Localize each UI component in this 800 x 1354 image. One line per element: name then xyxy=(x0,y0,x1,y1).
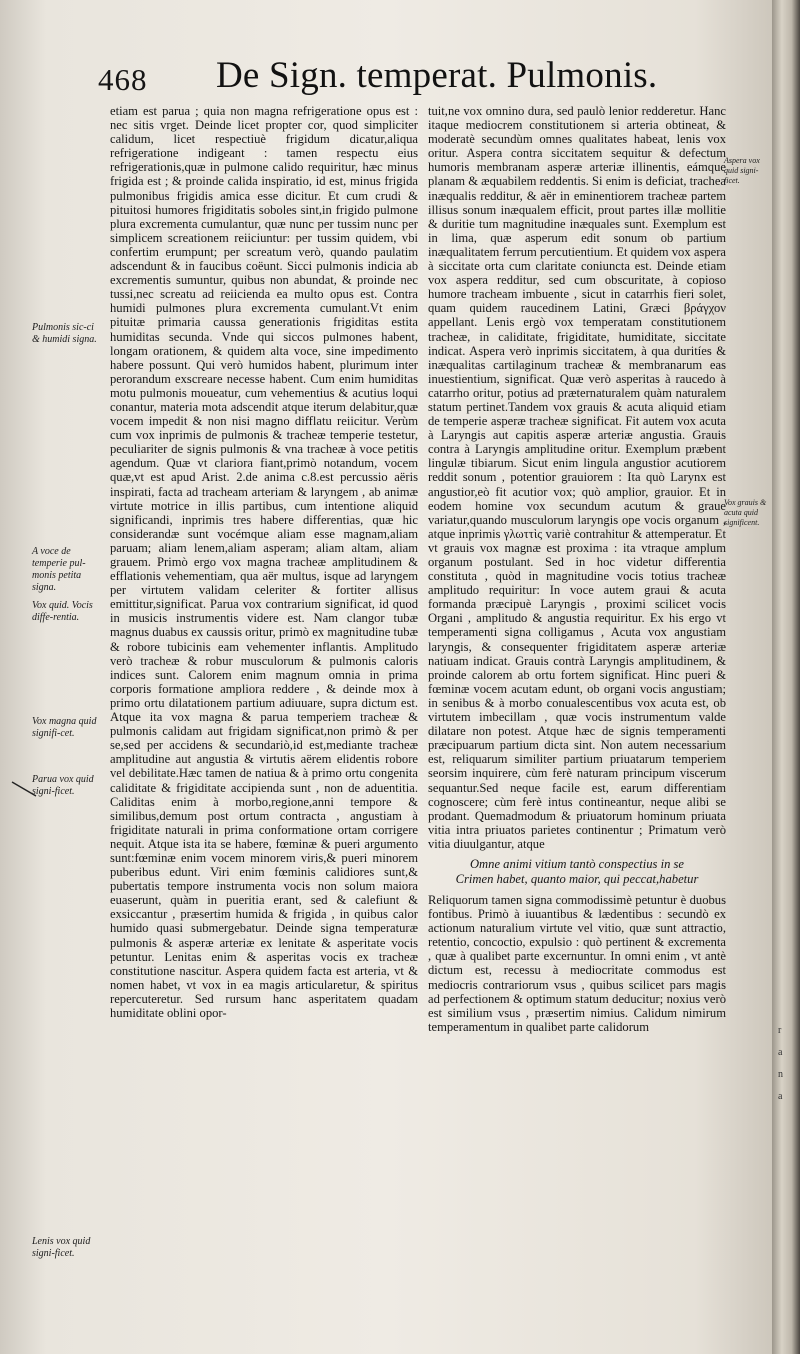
margin-note: Pulmonis sic-ci & humidi signa. xyxy=(32,322,97,345)
right-text-column xyxy=(428,104,726,1034)
running-title: De Sign. temperat. Pulmonis. xyxy=(216,55,658,96)
quoted-verse xyxy=(428,857,726,887)
page-header xyxy=(0,52,772,102)
margin-note: Vox magna quid signifi-cet. xyxy=(32,716,97,739)
body-paragraph: Reliquorum tamen signa commodissimè petuntur è duobus fontibus. Primò à iuuantibus & lædentibus : secundò ex actionum naturalium virtute vel vitio, quæ sunt attractio, retentio, concoctio, expulsio : quò pertinent & excrementa , quæ à qualibet parte excernuntur. In omni enim , vt antè dictum est, recessu à mediocritate commodus est mediocris contrariorum vsus , quibus scilicet pars magis ad perfectionem & optimum statum deducitur; noxius verò est similium vsus , præsertim nimius. Calidum nimirum temperamentum in qualibet parte calidorum xyxy=(428,892,726,1034)
margin-note: Parua vox quid signi-ficet. xyxy=(32,774,94,797)
next-page-edge xyxy=(772,0,800,1354)
margin-note: A voce de temperie pul-monis petita signa. xyxy=(32,546,86,593)
edge-marks: r a n a xyxy=(778,1025,783,1102)
verse-line: Crimen habet, quanto maior, qui peccat,habetur xyxy=(455,871,699,886)
page-number: 468 xyxy=(98,62,148,97)
body-paragraph: etiam est parua ; quia non magna refrigeratione opus est : nec sitis vrget. Deinde licet propter cor, quod simpliciter calidum, licet respectiuè frigidum dicatur,aliqua refrigeratione indigeant : tamen respectu eius refrigerationis,quæ in pulmone calido requiritur, hæc minus frigida est ; & proinde calida inspiratio, id est, minus frigida pulmonibus frigidis amica esse dicitur. Et cum crudi & pituitosi humores frigiditatis soboles sint,in frigido pulmone plura excrementa cumulantur, quæ nunc per tussim nunc per simplicem screationem reiiciuntur: per tussim quidem, vbi confertim erumpunt; per screatum verò, quando paulatim adscendunt & in faucibus coëunt. Sicci pulmonis indicia ab excrementis sumuntur, quibus non abundat, & proinde nec tussi,nec screatu ad reiicienda ea multo opus est. Contra humidi pulmones plura excrementa cumulant.Vt enim pituitæ primaria caussa generationis frigiditas estita humiditas secunda. Vnde qui siccos pulmones habent, longam orationem, & quidem alta voce, sine impedimento habere possunt. Qui verò humidos habent, plurimum inter perorandum exscreare necesse habent. Cum enim humiditas motu pulmonis moueatur, cum vehementius & acutius loqui conantur, materia mota adscendit atque iterum delabitur,quæ vocem impedit & non nisi magno difflatu reiicitur. Verùm cum vox inprimis de pulmonis & tracheæ temperie testetur, peculiariter de signis pulmonis & vna tracheæ à voce petitis agendum. Quæ vt clariora fiant,primò notandum, vocem quæ,vt est apud Arist. 2.de anima c.8.est percussio aëris inspirati, facta ad tracheam arteriam & laryngem , ab animæ virtute motrice in illis partibus, cum intentione aliquid significandi, inprimis tres habere differentias, quæ hic considerandæ sunt vocémque aliam esse magnam,aliam paruam; aliam lenem,aliam asperam; aliam altam, aliam grauem. Primò ergo vox magna tracheæ amplitudinem & efflationis vehementiam, qua aër multus, isque ad laryngem per virtutem validam celeriter & fortiter allisus emittitur,significat. Parua vox contrarium significat, id quod in musicis instrumentis videre est. Nam clangor tubæ magnus duabus ex caussis oritur, primò ex magnitudine tubæ & robore tubicinis eam vehementer inflantis. Amplitudo verò tracheæ & robur musculorum & pulmonis caloris indices sunt. Calorem enim magnum omnia in prima corporis formatione ampliora reddere , & deinde mox à primo ortu dilatationem partium adiuuare, supra dictum est. Atque ita vox magna & parua temperiem tracheæ & pulmonis calidam aut frigidam significat,non primò & per se,sed per accidens & secundariò,id est,mediante tracheæ amplitudine aut angustia & virtutis aërem elidentis robore vel debilitate.Hæc tamen de natiua & à primo ortu congenita caliditate & frigiditate accipienda sunt , non de aduentitia. Caliditas enim à morbo,regione,anni tempore & similibus,demum post ortum contracta , angustiam à frigiditate naturali in prima conformatione ortam corrigere nequit. Atque ista ita se habere, fœminæ & pueri argumento sunt:fœminæ enim vocem minorem viris,& pueri minorem puberibus edunt. Viri enim fœminis calidiores sunt,& pubertatis tempore instrumenta vocis non solum maiora euaserunt, quàm in pueritia erant, sed & calefiunt & exsiccantur , præsertim humida & frigida , in quibus calor humido quasi submergebatur. Deinde signa temperaturæ pulmonis & asperæ arteriæ ex lenitate & asperitate vocis petuntur. Lenitas enim & asperitas vocis ex tracheæ constitutione nascitur. Aspera quidem facta est arteria, vt & nomen habet, vt vox in ea magis articularetur, & spiritus repercuteretur. Sed rursum hanc asperitatem quadam humiditate oblini opor- xyxy=(110,104,418,1020)
left-text-column xyxy=(110,104,418,1020)
margin-note-right: Aspera vox quid signi-ficet. xyxy=(724,156,760,185)
margin-note: Vox quid. Vocis diffe-rentia. xyxy=(32,600,93,623)
ink-mark-icon xyxy=(10,780,40,800)
margin-note-right: Vox grauis & acuta quid significent. xyxy=(724,498,767,527)
verse-line: Omne animi vitium tantò conspectius in se xyxy=(469,856,685,871)
margin-note: Lenis vox quid signi-ficet. xyxy=(32,1236,91,1259)
left-margin-notes xyxy=(0,0,100,1354)
body-paragraph: tuit,ne vox omnino dura, sed paulò lenior redderetur. Hanc itaque mediocrem constitutionem si arteria obtineat, & moderatè secundùm omnes qualitates habeat, lenis vox oritur. Aspera contra siccitatem sequitur & defectum humoris membranam asperæ arteriæ illinentis, eámque planam & æquabilem reddentis. Si enim is deficiat, trachea inæqualis redditur, & aër in eminentiorem tracheæ partem illisus sonum inæqualem efficit, prout partes illæ mollitie & duritie tum magnitudine inæquales sunt. Exemplum est in lima, quæ asperum edit sonum ob partium inæqualitatem ferrum percutientium. Et quidem vox aspera à siccitate orta cum claritate coniuncta est. Deinde etiam vox aspera redditur, sed cum obscuritate, à copioso humore tracheam imbuente , sicut in catarrhis fieri solet, quam quidem raucedinem Latini, Græci βράγχον appellant. Lenis ergò vox temperatam constitutionem tracheæ, in caliditate, frigiditate, humiditate, siccitate indicat. Aspera verò inprimis siccitatem, à qua duritíes & inæqualitas cartilaginum tracheæ & membranarum eas inuestientium, significat. Quæ verò asperitas à raucedo à catarrho oritur, potius ad præternaturalem quàm naturalem statum pertinet.Tandem vox grauis & acuta aliquid etiam de temperie asperæ tracheæ significat. Fit autem vox acuta à Laryngis aut capitis asperæ arteriæ angustia. Grauis contra à Laryngis amplitudine oritur. Exemplum præbent lingulæ tibiarum. Sicut enim lingula angustior acutiorem reddit sonum , potentior grauiorem : Ita quò Larynx est angustior,eò fit acutior vox; quò amplior, grauior. Et in eodem homine vox secundum acutum & graue variatur,quando musculorum laryngis ope vocis organum , atque inprimis γλωττὶς variè contrahitur & attemperatur. Et vt grauis vox magnæ est proxima : ita vtraque amplum organum postulant. Sed in hoc videtur differentia constituta , quòd in magnitudine vocis totius tracheæ amplitudo requiritur: In voce autem graui & acuta formanda præcipuè Laryngis , proximi scilicet vocis Organi , amplitudo & angustia requiritur. Ex his ergo vt temperamenti signa colligamus , Acuta vox angustiam laryngis, & consequenter frigiditatem asperæ arteriæ natiuam indicat. Grauis contrà Laryngis amplitudinem, & proinde calorem ab ortu fortem significat. Hinc pueri & fœminæ vocem acutam edunt, ob organi vocis angustiam; in senibus & à morbo conualescentibus vox acuta est, ob virtutem imbecillam , quæ vocis instrumentum valde dilatare non potest. Atque hæc de signis temperamenti præcipuarum partium dicta sint. Non autem necessarium est, reliquarum similiter partium priuatarum temperiem seorsim inquirere, cùm ferè naturam principum viscerum sequantur.Sed neque facile est, earum differentiam cognoscere; cùm ferè intus contineantur, neque alibi se prodant. Quemadmodum & priuatorum hominum priuata vitia intra priuatos parietes continentur ; Primatum verò vitia diuulgantur, atque xyxy=(428,104,726,851)
